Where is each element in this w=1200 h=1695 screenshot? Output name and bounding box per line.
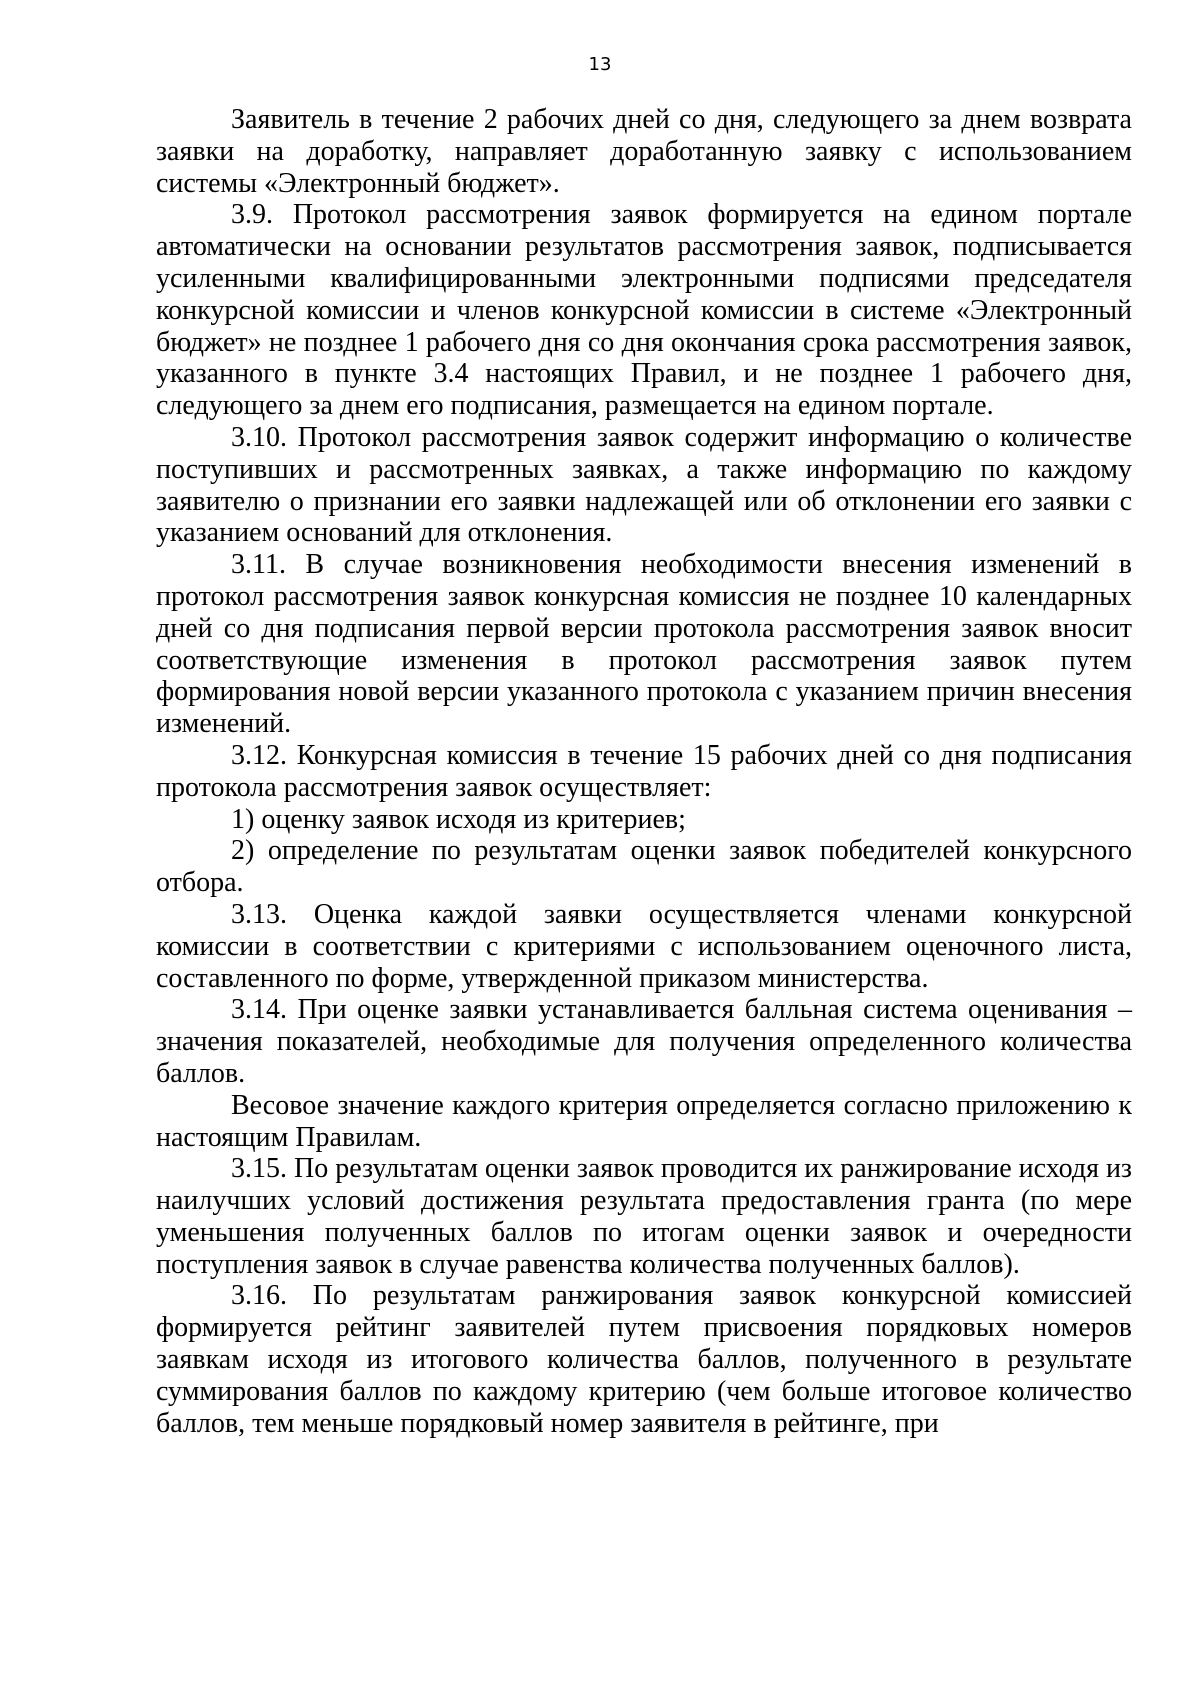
page-number: 13 — [588, 54, 612, 75]
paragraph-3-9: 3.9. Протокол рассмотрения заявок формируется на едином портале автоматически на основании результатов рассмотрения заявок, подписывается усиленными квалифицированными электронными подписями председателя конкурсной комиссии и членов конкурсной комиссии в системе «Электронный бюджет» не позднее 1 рабочего дня со дня окончания срока рассмотрения заявок, указанного в пункте 3.4 настоящих Правил, и не позднее 1 рабочего дня, следующего за днем его подписания, размещается на едином портале. — [156, 199, 1132, 422]
paragraph-3-16: 3.16. По результатам ранжирования заявок конкурсной комиссией формируется рейтинг заявителей путем присвоения порядковых номеров заявкам исходя из итогового количества баллов, полученного в результате суммирования баллов по каждому критерию (чем больше итоговое количество баллов, тем меньше порядковый номер заявителя в рейтинге, при — [156, 1280, 1132, 1439]
list-item-2: 2) определение по результатам оценки заявок победителей конкурсного отбора. — [156, 835, 1132, 899]
paragraph-3-12: 3.12. Конкурсная комиссия в течение 15 рабочих дней со дня подписания протокола рассмотрения заявок осуществляет: — [156, 739, 1132, 803]
paragraph-3-13: 3.13. Оценка каждой заявки осуществляется членами конкурсной комиссии в соответствии с критериями с использованием оценочного листа, составленного по форме, утвержденной приказом министерства. — [156, 898, 1132, 994]
paragraph-3-11: 3.11. В случае возникновения необходимости внесения изменений в протокол рассмотрения заявок конкурсная комиссия не позднее 10 календарных дней со дня подписания первой версии протокола рассмотрения заявок вносит соответствующие изменения в протокол рассмотрения заявок путем формирования новой версии указанного протокола с указанием причин внесения изменений. — [156, 549, 1132, 740]
paragraph-applicant-resubmission: Заявитель в течение 2 рабочих дней со дня, следующего за днем возврата заявки на доработку, направляет доработанную заявку с использованием системы «Электронный бюджет». — [156, 104, 1132, 199]
document-body — [156, 104, 1132, 1439]
paragraph-3-15: 3.15. По результатам оценки заявок проводится их ранжирование исходя из наилучших условий достижения результата предоставления гранта (по мере уменьшения полученных баллов по итогам оценки заявок и очередности поступления заявок в случае равенства количества полученных баллов). — [156, 1153, 1132, 1280]
paragraph-weight-value: Весовое значение каждого критерия определяется согласно приложению к настоящим Правилам. — [156, 1089, 1132, 1153]
paragraph-3-14: 3.14. При оценке заявки устанавливается балльная система оценивания – значения показателей, необходимые для получения определенного количества баллов. — [156, 994, 1132, 1089]
list-item-1: 1) оценку заявок исходя из критериев; — [231, 803, 686, 835]
paragraph-3-10: 3.10. Протокол рассмотрения заявок содержит информацию о количестве поступивших и рассмотренных заявках, а также информацию по каждому заявителю о признании его заявки надлежащей или об отклонении его заявки с указанием оснований для отклонения. — [156, 421, 1132, 549]
